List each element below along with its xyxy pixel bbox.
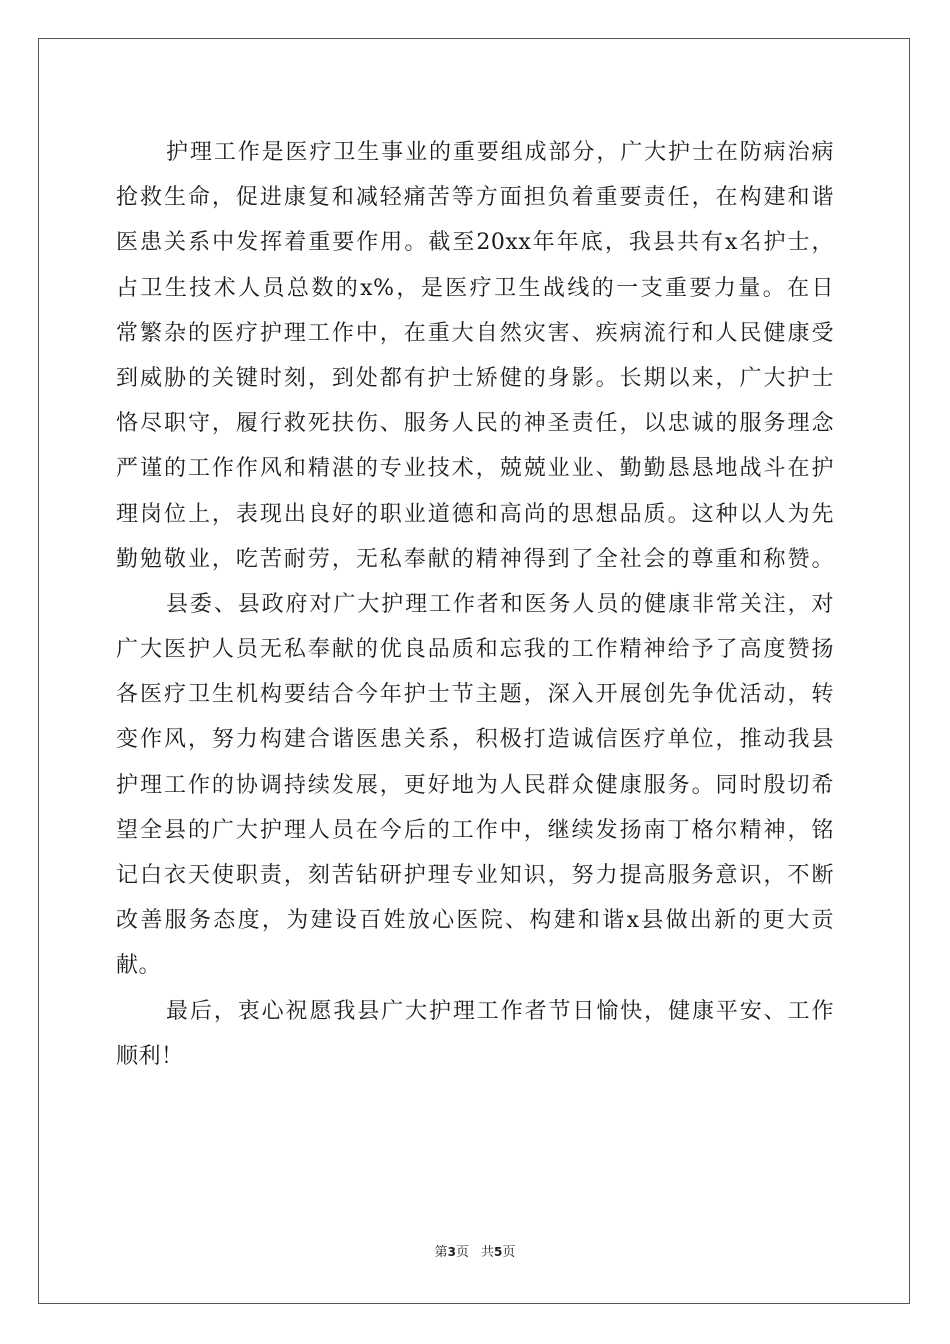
- text-line: 勤勉敬业，吃苦耐劳，无私奉献的精神得到了全社会的尊重和称赞。: [116, 546, 834, 572]
- text-line: 改善服务态度，为建设百姓放心医院、构建和谐x县做出新的更大贡: [116, 908, 834, 934]
- paragraph-1: [116, 130, 834, 582]
- text-line: 顺利！: [116, 1043, 184, 1069]
- current-page-number: 3: [447, 1245, 456, 1259]
- text-line: 献。: [116, 953, 162, 979]
- page-footer: [0, 1241, 950, 1260]
- text-line: 广大医护人员无私奉献的优良品质和忘我的工作精神给予了高度赞扬: [116, 637, 834, 663]
- text-line: 最后，衷心祝愿我县广大护理工作者节日愉快，健康平安、工作: [166, 998, 834, 1024]
- text-line: 恪尽职守，履行救死扶伤、服务人民的神圣责任，以忠诚的服务理念: [116, 411, 834, 437]
- text-line: 护理工作的协调持续发展，更好地为人民群众健康服务。同时殷切希: [116, 772, 834, 798]
- total-label-suffix: 页: [502, 1245, 516, 1260]
- text-line: 理岗位上，表现出良好的职业道德和高尚的思想品质。这种以人为先: [116, 501, 834, 527]
- text-line: 严谨的工作作风和精湛的专业技术，兢兢业业、勤勤恳恳地战斗在护: [116, 456, 834, 482]
- paragraph-3: [116, 989, 834, 1079]
- text-line: 各医疗卫生机构要结合今年护士节主题，深入开展创先争优活动，转: [116, 682, 834, 708]
- text-line: 变作风，努力构建合谐医患关系，积极打造诚信医疗单位，推动我县: [116, 727, 834, 753]
- total-pages-number: 5: [494, 1245, 503, 1259]
- text-line: 到威胁的关键时刻，到处都有护士矫健的身影。长期以来，广大护士: [116, 365, 834, 391]
- text-line: 常繁杂的医疗护理工作中，在重大自然灾害、疾病流行和人民健康受: [116, 320, 834, 346]
- text-line: 县委、县政府对广大护理工作者和医务人员的健康非常关注，对: [166, 591, 834, 617]
- text-line: 护理工作是医疗卫生事业的重要组成部分，广大护士在防病治病: [166, 140, 834, 165]
- page-label-suffix: 页: [455, 1245, 469, 1260]
- text-line: 占卫生技术人员总数的x%，是医疗卫生战线的一支重要力量。在日: [116, 275, 834, 301]
- document-body: [116, 130, 834, 1079]
- text-line: 医患关系中发挥着重要作用。截至20xx年年底，我县共有x名护士，: [116, 230, 834, 256]
- page-label-prefix: 第: [434, 1245, 448, 1260]
- text-line: 记白衣天使职责，刻苦钻研护理专业知识，努力提高服务意识，不断: [116, 863, 834, 888]
- text-line: 抢救生命，促进康复和减轻痛苦等方面担负着重要责任，在构建和谐: [116, 185, 834, 211]
- text-line: 望全县的广大护理人员在今后的工作中，继续发扬南丁格尔精神，铭: [116, 817, 834, 843]
- total-label-prefix: 共: [481, 1245, 495, 1260]
- paragraph-2: [116, 582, 834, 989]
